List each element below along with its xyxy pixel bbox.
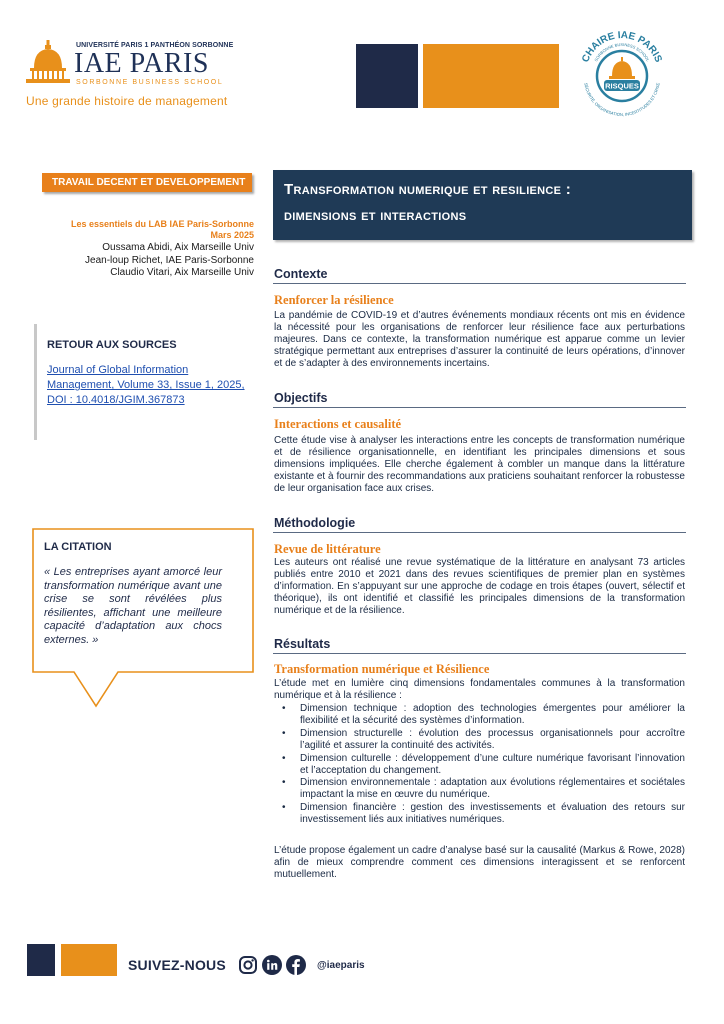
citation-text: « Les entreprises ayant amorcé leur transformation numérique avant une crise se sont révélées plus résilientes, affichant une meilleure capacité d’adaptation aux chocs externes. » <box>44 566 222 646</box>
follow-us-label: SUIVEZ-NOUS <box>128 957 226 973</box>
subheading-contexte: Renforcer la résilience <box>274 293 394 307</box>
heading-objectifs: Objectifs <box>274 391 328 405</box>
header-navy-square <box>356 44 418 108</box>
heading-contexte: Contexte <box>274 267 328 281</box>
author: Oussama Abidi, Aix Marseille Univ <box>102 242 254 253</box>
divider <box>273 407 686 408</box>
linkedin-icon[interactable] <box>262 955 282 975</box>
paragraph-objectifs: Cette étude vise à analyser les interactions entre les concepts de transformation numérique et de résilience organisationnelle, en identifiant les principales dimensions et sous dimensions impliquées. Elle cherche également à combler un manque dans la littérature existante et à fournir des recommandations aux praticiens souhaitant renforcer la robustesse de leur organisation face aux crises. <box>274 435 685 494</box>
source-link[interactable]: Journal of Global Information Management, Volume 33, Issue 1, 2025, DOI : 10.4018/JGIM.367873 <box>47 364 245 406</box>
subheading-objectifs: Interactions et causalité <box>274 417 402 431</box>
article-title-line1 <box>284 181 571 198</box>
chaire-title: CHAIRE IAE PARIS <box>580 29 664 65</box>
bullet-text: Dimension technique : adoption des technologies émergentes pour améliorer la flexibilité et la sécurité des systèmes d’information. <box>300 703 685 726</box>
logo-name: IAE PARIS <box>74 48 209 79</box>
paragraph-contexte: La pandémie de COVID-19 et d’autres événements mondiaux récents ont mis en évidence la nécessité pour les organisations de renforcer leur résilience face aux perturbations majeures. Dans ce contexte, la transformation numérique est apparue comme un levier stratégique permettant aux entreprises d’assurer la continuité de leurs opérations, d’innover et de s’adapter à des environnements incertains. <box>274 310 685 369</box>
list-item: • Dimension culturelle : développement d’une culture numérique favorisant l’innovation et l’acceptation du changement. <box>282 752 685 776</box>
paragraph-methodologie: Les auteurs ont réalisé une revue systématique de la littérature en analysant 73 articles publiés entre 2010 et 2021 dans des revues scientifiques de premier plan en systèmes d’information. En s’appuyant sur une approche de codage en trois étapes (ouvert, sélectif et théorique), ils ont identifié et classifié les principales dimensions de la transformation numérique et de la résilience. <box>274 557 685 616</box>
chaire-center: RISQUES <box>605 81 639 91</box>
author: Claudio Vitari, Aix Marseille Univ <box>110 267 254 278</box>
title-text-1: Transformation numerique et resilience : <box>284 181 572 198</box>
bullet-text: Dimension environnementale : adaptation aux évolutions réglementaires et sociétales impactant la mise en œuvre du numérique. <box>300 777 685 801</box>
paragraph-resultats-intro: L’étude met en lumière cinq dimensions fondamentales communes à la transformation numérique et à la résilience : <box>274 678 685 701</box>
publication-date: Mars 2025 <box>210 230 254 240</box>
authors-list <box>40 242 254 280</box>
instagram-icon[interactable] <box>238 955 258 975</box>
subheading-methodologie: Revue de littérature <box>274 542 381 556</box>
bullet-text: Dimension financière : gestion des investissements et évaluation des retours sur investissement liés aux initiatives numériques. <box>300 802 685 826</box>
facebook-icon[interactable] <box>286 955 306 975</box>
chaire-dome-icon <box>609 57 635 79</box>
subheading-resultats: Transformation numérique et Résilience <box>274 662 490 676</box>
footer-orange-block <box>61 944 117 976</box>
divider <box>273 653 686 654</box>
chaire-risques-logo <box>572 24 672 120</box>
essentials-label: Les essentiels du LAB IAE Paris-Sorbonne <box>70 219 254 229</box>
category-tag: TRAVAIL DECENT ET DEVELOPPEMENT <box>42 173 252 192</box>
retour-divider <box>34 324 37 440</box>
list-item: • Dimension technique : adoption des technologies émergentes pour améliorer la flexibilité et la sécurité des systèmes d’information. <box>282 703 685 726</box>
paragraph-resultats-conclusion: L’étude propose également un cadre d’analyse basé sur la causalité (Markus & Rowe, 2028) afin de mieux comprendre comment ces dimensions interagissent et se renforcent mutuellement. <box>274 845 685 880</box>
iae-dome-logo-icon <box>24 40 72 84</box>
list-item: • Dimension structurelle : évolution des processus organisationnels pour accroître l’agilité et assurer la continuité des activités. <box>282 727 685 751</box>
heading-methodologie: Méthodologie <box>274 516 356 530</box>
chaire-sub: SORBONNE BUSINESS SCHOOL <box>593 41 651 63</box>
divider <box>273 532 686 533</box>
list-item: • Dimension environnementale : adaptation aux évolutions réglementaires et sociétales impactant la mise en œuvre du numérique. <box>282 777 685 801</box>
citation-title: LA CITATION <box>44 541 112 553</box>
heading-resultats: Résultats <box>274 637 331 651</box>
retour-title: RETOUR AUX SOURCES <box>47 339 177 351</box>
list-item: • Dimension financière : gestion des investissements et évaluation des retours sur investissement liés aux initiatives numériques. <box>282 802 685 826</box>
bullet-text: Dimension culturelle : développement d’une culture numérique favorisant l’innovation et l’acceptation du changement. <box>300 752 685 776</box>
chaire-bottom: SÉCURITÉ, ORGANISATION, INCERTITUDES ET CRISE <box>583 82 661 118</box>
dimensions-list <box>282 703 685 827</box>
bullet-text: Dimension structurelle : évolution des processus organisationnels pour accroître l’agilité et assurer la continuité des activités. <box>300 727 685 751</box>
article-title-box <box>273 170 692 240</box>
essentials-block <box>40 219 254 241</box>
logo-university: UNIVERSITÉ PARIS 1 PANTHÉON SORBONNE <box>76 42 234 49</box>
tagline: Une grande histoire de management <box>26 94 228 108</box>
title-text-2: dimensions et interactions <box>284 207 467 224</box>
author: Jean-loup Richet, IAE Paris-Sorbonne <box>85 254 254 266</box>
logo-school: SORBONNE BUSINESS SCHOOL <box>76 79 224 86</box>
divider <box>273 283 686 284</box>
article-title-line2 <box>284 207 466 224</box>
footer-navy-square <box>27 944 55 976</box>
header-orange-block <box>423 44 559 108</box>
social-handle[interactable]: @iaeparis <box>317 960 365 971</box>
